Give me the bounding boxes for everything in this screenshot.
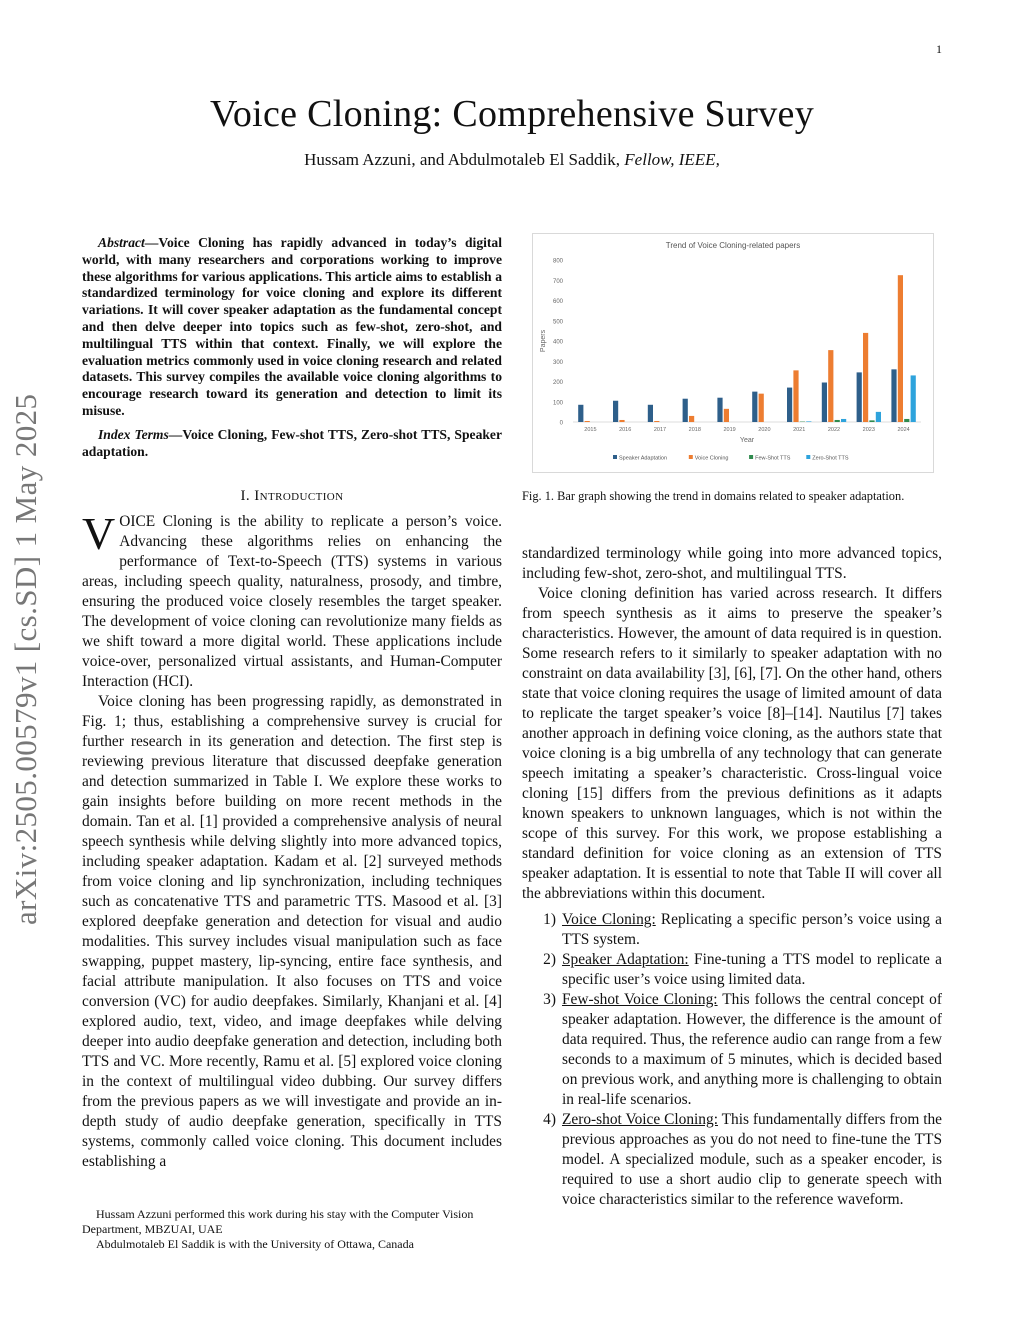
y-tick-label: 0 bbox=[559, 420, 563, 427]
legend-label: Speaker Adaptation bbox=[619, 455, 668, 462]
index-terms-text: Voice Cloning, Few-shot TTS, Zero-shot TTS, Speaker adaptation. bbox=[82, 427, 502, 459]
legend-swatch bbox=[613, 455, 617, 459]
definition-term: Zero-shot Voice Cloning: bbox=[562, 1111, 718, 1128]
y-tick-label: 200 bbox=[552, 380, 563, 386]
drop-cap: V bbox=[82, 508, 116, 559]
right-column-text bbox=[522, 544, 942, 1210]
definition-item bbox=[522, 1110, 942, 1210]
bar-voice-cloning bbox=[863, 333, 868, 422]
x-tick-label: 2021 bbox=[793, 427, 806, 433]
bar-voice-cloning bbox=[898, 275, 903, 422]
intro-text bbox=[82, 508, 502, 1172]
intro-paragraph-1-text: OICE Cloning is the ability to replicate a person’s voice. Advancing these algorithms relies on enhancing the performance of Text-to-Speech (TTS) systems in various areas, including speech quality, naturalness, prosody, and timbre, ensuring the produced voice closely resembles the target speaker. The development of voice cloning can revolutionize many fields as we shift toward a more digital world. These applications include voice-over, personalized virtual assistants, and Human-Computer Interaction (HCI). bbox=[82, 513, 502, 690]
chart-title: Trend of Voice Cloning-related papers bbox=[665, 241, 801, 250]
y-tick-label: 400 bbox=[552, 339, 563, 346]
bar-voice-cloning bbox=[724, 409, 729, 422]
definition-text: Fine-tuning a TTS model to replicate a specific user’s voice using limited data. bbox=[562, 951, 942, 988]
legend-swatch bbox=[689, 455, 693, 459]
right-paragraph-2: Voice cloning definition has varied across research. It differs from speech synthesis as it aims to preserve the speaker’s characteristics. However, the amount of data required is in question. Some research refers to it similarly to speaker adaptation with no constraint on data availability [3], [6], [7]. On the other hand, others state that voice cloning requires the usage of limited amount of data to replicate the target speaker’s voice [8]–[14]. Nautilus [7] takes another approach in defining voice cloning, as the authors state that voice cloning is a big umbrella of any technology that can generate speech imitating a speaker’s characteristic. Cross-lingual voice cloning [15] differs from the previous definitions as it adapts known speakers to unknown languages, which is not within the scope of this survey. For this work, we propose establishing a standard definition for voice cloning as an extension of TTS speaker adaptation. It is essential to note that Table II will cover all the abbreviations within this document. bbox=[522, 585, 942, 902]
bar-voice-cloning bbox=[689, 416, 694, 422]
bar-few-shot-tts bbox=[869, 420, 874, 422]
bar-speaker-adaptation bbox=[822, 383, 827, 422]
authors-suffix: Fellow, IEEE, bbox=[624, 150, 720, 169]
bar-speaker-adaptation bbox=[648, 405, 653, 422]
definition-number: 2) bbox=[543, 951, 556, 968]
abstract-text: Voice Cloning has rapidly advanced in today’s digital world, with many researchers and corporations working to improve these algorithms for various applications. This article aims to establish a standardized terminology for voice cloning and explore its different variations. It will cover speaker adaptation as the fundamental concept and then delve deeper into topics such as few-shot, zero-shot, and multilingual TTS within that context. Finally, we will explore the evaluation metrics commonly used in voice cloning research and related datasets. This survey compiles the available voice cloning algorithms to encourage research toward its generation and detection to limit its misuse. bbox=[82, 235, 502, 418]
y-tick-label: 700 bbox=[552, 278, 563, 285]
bar-speaker-adaptation bbox=[683, 399, 688, 422]
x-tick-label: 2015 bbox=[584, 427, 597, 433]
y-tick-label: 600 bbox=[552, 299, 563, 305]
y-tick-label: 500 bbox=[552, 319, 563, 326]
paper-title: Voice Cloning: Comprehensive Survey bbox=[209, 93, 814, 135]
index-terms-label: Index Terms— bbox=[98, 427, 183, 442]
definition-number: 1) bbox=[543, 911, 556, 928]
definition-number: 3) bbox=[543, 991, 556, 1008]
definitions-list bbox=[522, 910, 942, 1210]
footnotes bbox=[82, 1207, 502, 1252]
authors: Hussam Azzuni, and Abdulmotaleb El Saddik, bbox=[304, 150, 625, 169]
abstract bbox=[82, 235, 502, 420]
figure-1-chart bbox=[532, 233, 934, 473]
section-heading-introduction bbox=[82, 488, 502, 505]
page-number: 1 bbox=[936, 42, 942, 56]
arxiv-stamp: arXiv:2505.00579v1 [cs.SD] 1 May 2025 bbox=[8, 393, 43, 925]
y-tick-label: 100 bbox=[552, 400, 563, 407]
definition-number: 4) bbox=[543, 1111, 556, 1128]
bar-chart bbox=[533, 234, 933, 472]
bar-voice-cloning bbox=[759, 394, 764, 422]
bar-speaker-adaptation bbox=[578, 405, 583, 422]
definition-term: Few-shot Voice Cloning: bbox=[562, 991, 718, 1008]
definition-term: Speaker Adaptation: bbox=[562, 951, 689, 968]
x-axis-label: Year bbox=[739, 437, 755, 444]
definition-term: Voice Cloning: bbox=[562, 911, 656, 928]
definition-text: Replicating a specific person’s voice using a TTS system. bbox=[562, 911, 942, 948]
x-tick-label: 2019 bbox=[723, 427, 736, 433]
right-paragraph-1: standardized terminology while going into more advanced topics, including few-shot, zero-shot, and multilingual TTS. bbox=[522, 545, 942, 582]
legend-swatch bbox=[806, 455, 810, 459]
bar-few-shot-tts bbox=[835, 420, 840, 422]
definition-item bbox=[522, 950, 942, 990]
bar-voice-cloning bbox=[793, 370, 798, 422]
x-tick-label: 2018 bbox=[688, 427, 701, 433]
bar-few-shot-tts bbox=[904, 419, 909, 422]
abstract-label: Abstract— bbox=[98, 235, 159, 250]
bar-voice-cloning bbox=[828, 350, 833, 422]
x-tick-label: 2024 bbox=[897, 427, 910, 433]
section-title: Introduction bbox=[254, 488, 344, 504]
legend-label: Zero-Shot TTS bbox=[812, 455, 849, 462]
index-terms bbox=[82, 427, 502, 461]
intro-paragraph-2: Voice cloning has been progressing rapidly, as demonstrated in Fig. 1; thus, establishing a comprehensive survey is crucial for further research in its generation and detection. The first step is reviewing previous literature that discussed deepfake generation and detection summarized in Table I. We explore these works to gain insights before building on more recent methods in the domain. Tan et al. [1] provided a comprehensive analysis of neural speech synthesis while delving slightly into more advanced topics, including speaker adaptation. Kadam et al. [2] surveyed methods from voice cloning and lip synchronization, including techniques such as concatenative TTS and parametric TTS. Masood et al. [3] explored deepfake generation and detection for visual and audio modalities. This survey includes visual manipulation such as face swapping, puppet mastery, lip-syncing, entire face synthesis, and facial attribute manipulation. It also focuses on TTS and voice conversion (VC) for audio deepfakes. Similarly, Khanjani et al. [4] explored audio, text, video, and image deepfakes while delving deeper into audio deepfake generation and detection, including both TTS and VC. More recently, Ramu et al. [5] explored voice cloning in the context of multilingual video dubbing. Our survey differs from the previous papers as we will investigate and provide an in-depth study of audio deepfake generation, specifically in TTS systems, commonly called voice cloning. This document includes establishing a bbox=[82, 693, 502, 1170]
definition-text: This fundamentally differs from the previous approaches as you do not need to fine-tune the TTS model. A specialized module, such as a speaker encoder, is required to use a short audio clip to generate speech with voice characteristics similar to the reference waveform. bbox=[562, 1111, 943, 1208]
bar-zero-shot-tts bbox=[876, 412, 881, 422]
y-axis-label: Papers bbox=[540, 329, 547, 353]
legend-swatch bbox=[749, 455, 753, 459]
bar-zero-shot-tts bbox=[806, 421, 811, 422]
x-tick-label: 2022 bbox=[827, 427, 841, 433]
bar-speaker-adaptation bbox=[787, 388, 792, 422]
x-tick-label: 2017 bbox=[653, 427, 667, 433]
definition-text: This follows the central concept of speaker adaptation. However, the difference is the amount of data required. Thus, the reference audio can range from a few seconds to a maximum of 5 minutes, which is decided based on previous work, and anything more is challenging to obtain in real-life scenarios. bbox=[562, 991, 943, 1108]
bar-speaker-adaptation bbox=[717, 398, 722, 422]
bar-zero-shot-tts bbox=[911, 375, 916, 422]
intro-paragraph-1 bbox=[82, 508, 502, 692]
legend-label: Voice Cloning bbox=[694, 455, 729, 462]
bar-speaker-adaptation bbox=[613, 401, 618, 422]
bar-zero-shot-tts bbox=[841, 419, 846, 422]
bar-speaker-adaptation bbox=[752, 392, 757, 422]
bar-voice-cloning bbox=[585, 421, 590, 422]
x-tick-label: 2020 bbox=[758, 427, 771, 433]
footnote-1: Hussam Azzuni performed this work during his stay with the Computer Vision Department, MBZUAI, UAE bbox=[82, 1207, 474, 1236]
y-tick-label: 800 bbox=[552, 258, 563, 265]
legend-label: Few-Shot TTS bbox=[755, 455, 791, 462]
definition-item bbox=[522, 990, 942, 1110]
x-tick-label: 2016 bbox=[619, 427, 632, 433]
bar-voice-cloning bbox=[619, 420, 624, 422]
x-tick-label: 2023 bbox=[862, 427, 875, 433]
definition-item bbox=[522, 910, 942, 950]
bar-speaker-adaptation bbox=[891, 369, 896, 422]
section-number: I. bbox=[240, 488, 255, 504]
figure-caption: Fig. 1. Bar graph showing the trend in domains related to speaker adaptation. bbox=[522, 489, 905, 503]
bar-voice-cloning bbox=[654, 421, 659, 422]
bar-speaker-adaptation bbox=[857, 372, 862, 422]
footnote-2: Abdulmotaleb El Saddik is with the University of Ottawa, Canada bbox=[96, 1237, 414, 1251]
y-tick-label: 300 bbox=[552, 359, 563, 366]
authors-line bbox=[0, 150, 1024, 170]
